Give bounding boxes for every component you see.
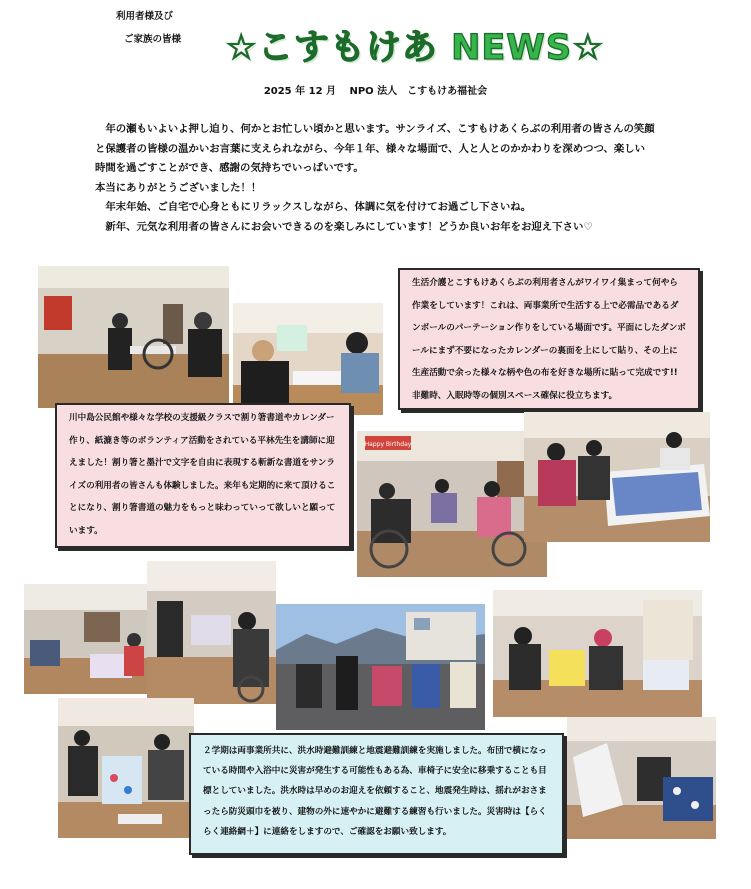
evacuation-drill-box: ２学期は両事業所共に、洪水時避難訓練と地震避難訓練を実施しました。布団で横になっている時間や入浴中に災害が発生する可能性もある為、車椅子に安全に移乗することも目標としていました。洪水時は早めのお迎えを依頼すること、地震発生時は、揺れがおさまったら防災頭巾を被り、建物の外に速やかに避難する練習も行いました。災害時は【らくらく連絡網＋】に連絡をしますので、ご確認をお願い致します。	[189, 733, 564, 855]
photo-outdoor-evacuation	[276, 604, 485, 730]
photo-drill-hall	[493, 590, 702, 717]
partition-work-box: 生活介護とこすもけあくらぶの利用者さんがワイワイ集まって何やら作業をしています！これは、両事業所で生活する上で必需品であるダンボールのパーテーション作りをしている場面です。平面にしたダンボールにまず不要になったカレンダーの裏面を上にして貼り、その上に生産活動で余った様々な柄や色の布を好きな場所に貼って完成です!!非難時、入眠時等の個別スペース確保に役立ちます。	[398, 268, 700, 410]
intro-paragraph: 年末年始、ご自宅で心身ともにリラックスしながら、体調に気を付けてお過ごし下さいね。	[95, 201, 532, 214]
address-line-1: 利用者様及び	[116, 11, 174, 22]
photo-calligraphy-table	[233, 303, 383, 415]
intro-text	[95, 120, 655, 238]
photo-partition-group	[357, 431, 547, 577]
intro-paragraph: 年の瀬もいよいよ押し迫り、何かとお忙しい頃かと思います。サンライズ、こすもけあくらぶの利用者の皆さんの笑顔と保護者の皆様の温かいお言葉に支えられながら、今年１年、様々な場面で、人と人とのかかわりを深めつつ、楽しい時間を過ごすことができ、感謝の気持ちでいっぱいです。	[95, 123, 655, 175]
photo-calligraphy-room	[38, 266, 229, 408]
address-line-2: ご家族の皆様	[124, 34, 182, 45]
photo-drill-room-center	[147, 561, 276, 704]
photo-drill-futon	[567, 717, 716, 839]
calligraphy-box: 川中島公民館や様々な学校の支援級クラスで割り箸書道やカレンダー作り、紙漉き等のボランティア活動をされている平林先生を講師に迎えました！割り箸と墨汁で文字を自由に表現する斬新な書道をサンライズの利用者の皆さんも体験しました。来年も定期的に来て頂けることになり、割り箸書道の魅力をもっと味わっていって欲しいと願っています。	[55, 403, 351, 548]
newsletter-title: ☆こすもけあ NEWS☆	[225, 28, 605, 68]
birthday-banner: Happy Birthday	[364, 441, 412, 448]
intro-paragraph: 本当にありがとうございました！！	[95, 181, 262, 194]
photo-drill-room-left	[24, 584, 148, 694]
dateline: 2025 年 12 月 NPO 法人 こすもけあ福祉会	[263, 86, 488, 97]
photo-drill-room-lower	[58, 698, 194, 838]
photo-partition-table	[524, 412, 710, 542]
intro-paragraph: 新年、元気な利用者の皆さんにお会いできるのを楽しみにしています！どうか良いお年をお迎え下さい♡	[95, 220, 593, 233]
